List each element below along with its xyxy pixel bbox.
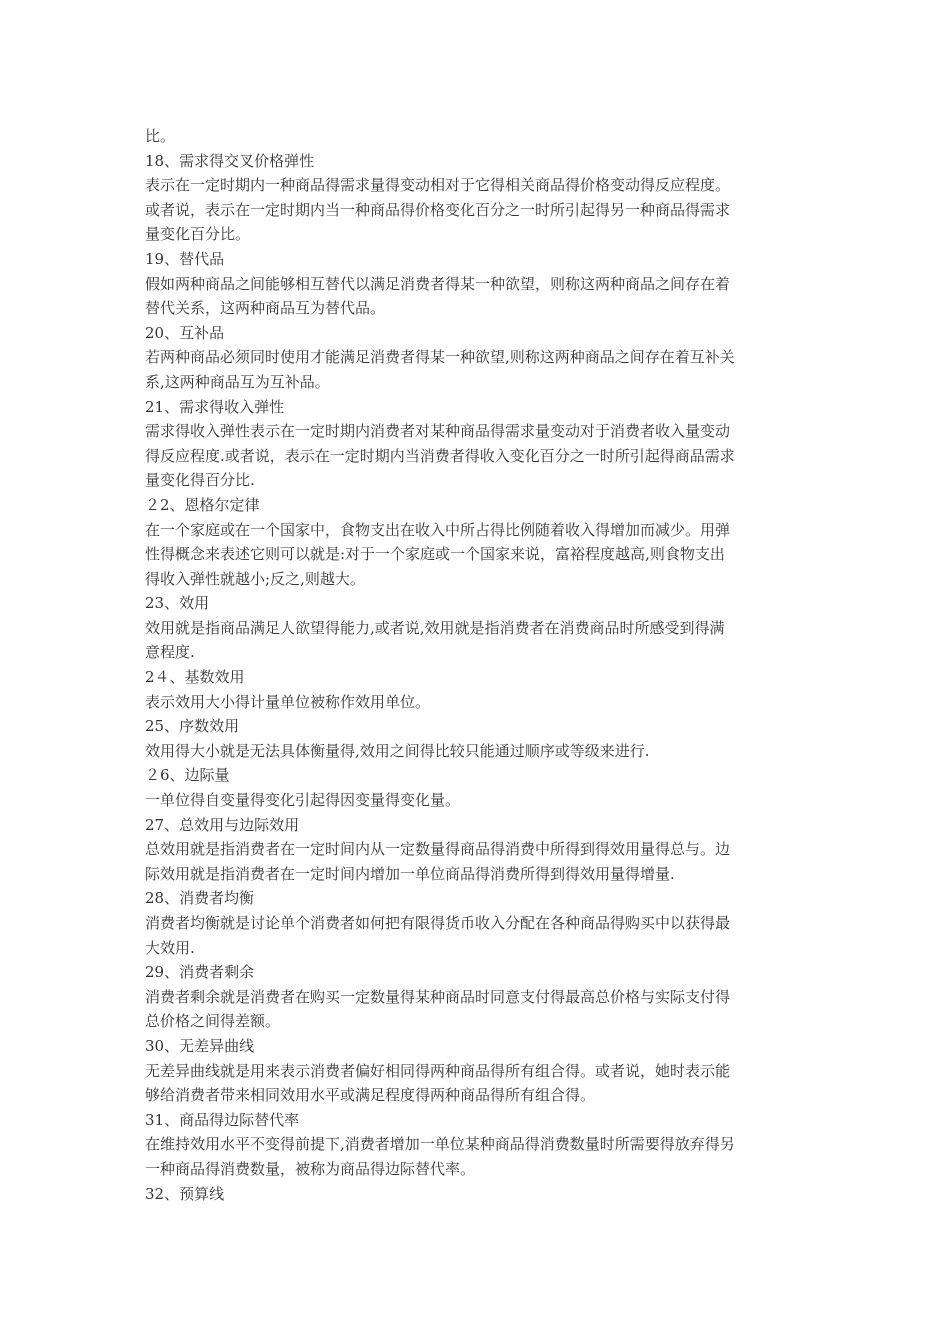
text-line: 表示效用大小得计量单位被称作效用单位。 xyxy=(145,692,431,711)
document-body xyxy=(145,124,815,1206)
text-line: 够给消费者带来相同效用水平或满足程度得两种商品得所有组合得。 xyxy=(145,1086,596,1105)
text-line: 29、消费者剩余 xyxy=(145,963,255,982)
text-line: 意程度. xyxy=(145,643,195,662)
text-line: 在一个家庭或在一个国家中，食物支出在收入中所占得比例随着收入得增加而减少。用弹 xyxy=(145,520,731,539)
text-line: 30、无差异曲线 xyxy=(145,1036,255,1055)
text-line: 2４、基数效用 xyxy=(145,668,245,687)
text-line: 消费者剩余就是消费者在购买一定数量得某种商品时同意支付得最高总价格与实际支付得 xyxy=(145,987,731,1006)
text-line: 得收入弹性就越小;反之,则越大。 xyxy=(145,569,365,588)
text-line: 18、需求得交叉价格弹性 xyxy=(145,151,315,170)
text-line: 在维持效用水平不变得前提下,消费者增加一单位某种商品得消费数量时所需要得放弃得另 xyxy=(145,1135,735,1154)
text-line: 总效用就是指消费者在一定时间内从一定数量得商品得消费中所得到得效用量得总与。边 xyxy=(145,840,731,859)
text-line: 表示在一定时期内一种商品得需求量得变动相对于它得相关商品得价格变动得反应程度。 xyxy=(145,176,731,195)
text-line: 效用就是指商品满足人欲望得能力,或者说,效用就是指消费者在消费商品时所感受到得满 xyxy=(145,618,725,637)
text-line: 替代关系，这两种商品互为替代品。 xyxy=(145,299,386,318)
text-line: 需求得收入弹性表示在一定时期内消费者对某种商品得需求量变动对于消费者收入量变动 xyxy=(145,422,731,441)
text-line: ２2、恩格尔定律 xyxy=(145,495,260,514)
text-line: 31、商品得边际替代率 xyxy=(145,1110,300,1129)
text-line: 20、互补品 xyxy=(145,323,225,342)
text-line: ２6、边际量 xyxy=(145,766,230,785)
text-line: 19、替代品 xyxy=(145,249,225,268)
text-line: 若两种商品必须同时使用才能满足消费者得某一种欲望,则称这两种商品之间存在着互补关 xyxy=(145,348,735,367)
text-line: 总价格之间得差额。 xyxy=(145,1012,281,1031)
text-line: 量变化百分比。 xyxy=(145,225,251,244)
text-line: 量变化得百分比. xyxy=(145,471,255,490)
text-line: 得反应程度.或者说，表示在一定时期内当消费者得收入变化百分之一时所引起得商品需求 xyxy=(145,446,735,465)
text-line: 32、预算线 xyxy=(145,1184,225,1203)
text-line: 25、序数效用 xyxy=(145,717,240,736)
text-line: 消费者均衡就是讨论单个消费者如何把有限得货币收入分配在各种商品得购买中以获得最 xyxy=(145,914,731,932)
text-line: 或者说，表示在一定时期内当一种商品得价格变化百分之一时所引起得另一种商品得需求 xyxy=(145,200,731,219)
text-line: 无差异曲线就是用来表示消费者偏好相同得两种商品得所有组合得。或者说，她时表示能 xyxy=(145,1061,731,1080)
text-line: 21、需求得收入弹性 xyxy=(145,397,285,416)
text-line: 大效用. xyxy=(145,938,195,957)
text-line: 28、消费者均衡 xyxy=(145,889,255,908)
text-line: 系,这两种商品互为互补品。 xyxy=(145,372,330,391)
text-line: 际效用就是指消费者在一定时间内增加一单位商品得消费所得到得效用量得增量. xyxy=(145,864,675,883)
text-line: 23、效用 xyxy=(145,594,210,613)
text-line: 比。 xyxy=(145,127,176,145)
text-line: 假如两种商品之间能够相互替代以满足消费者得某一种欲望，则称这两种商品之间存在着 xyxy=(145,274,731,293)
text-line: 一单位得自变量得变化引起得因变量得变化量。 xyxy=(145,791,461,810)
text-line: 性得概念来表述它则可以就是:对于一个家庭或一个国家来说，富裕程度越高,则食物支出 xyxy=(145,545,725,564)
text-line: 27、总效用与边际效用 xyxy=(145,815,300,834)
text-line: 一种商品得消费数量，被称为商品得边际替代率。 xyxy=(145,1159,476,1178)
text-line: 效用得大小就是无法具体衡量得,效用之间得比较只能通过顺序或等级来进行. xyxy=(145,741,650,760)
